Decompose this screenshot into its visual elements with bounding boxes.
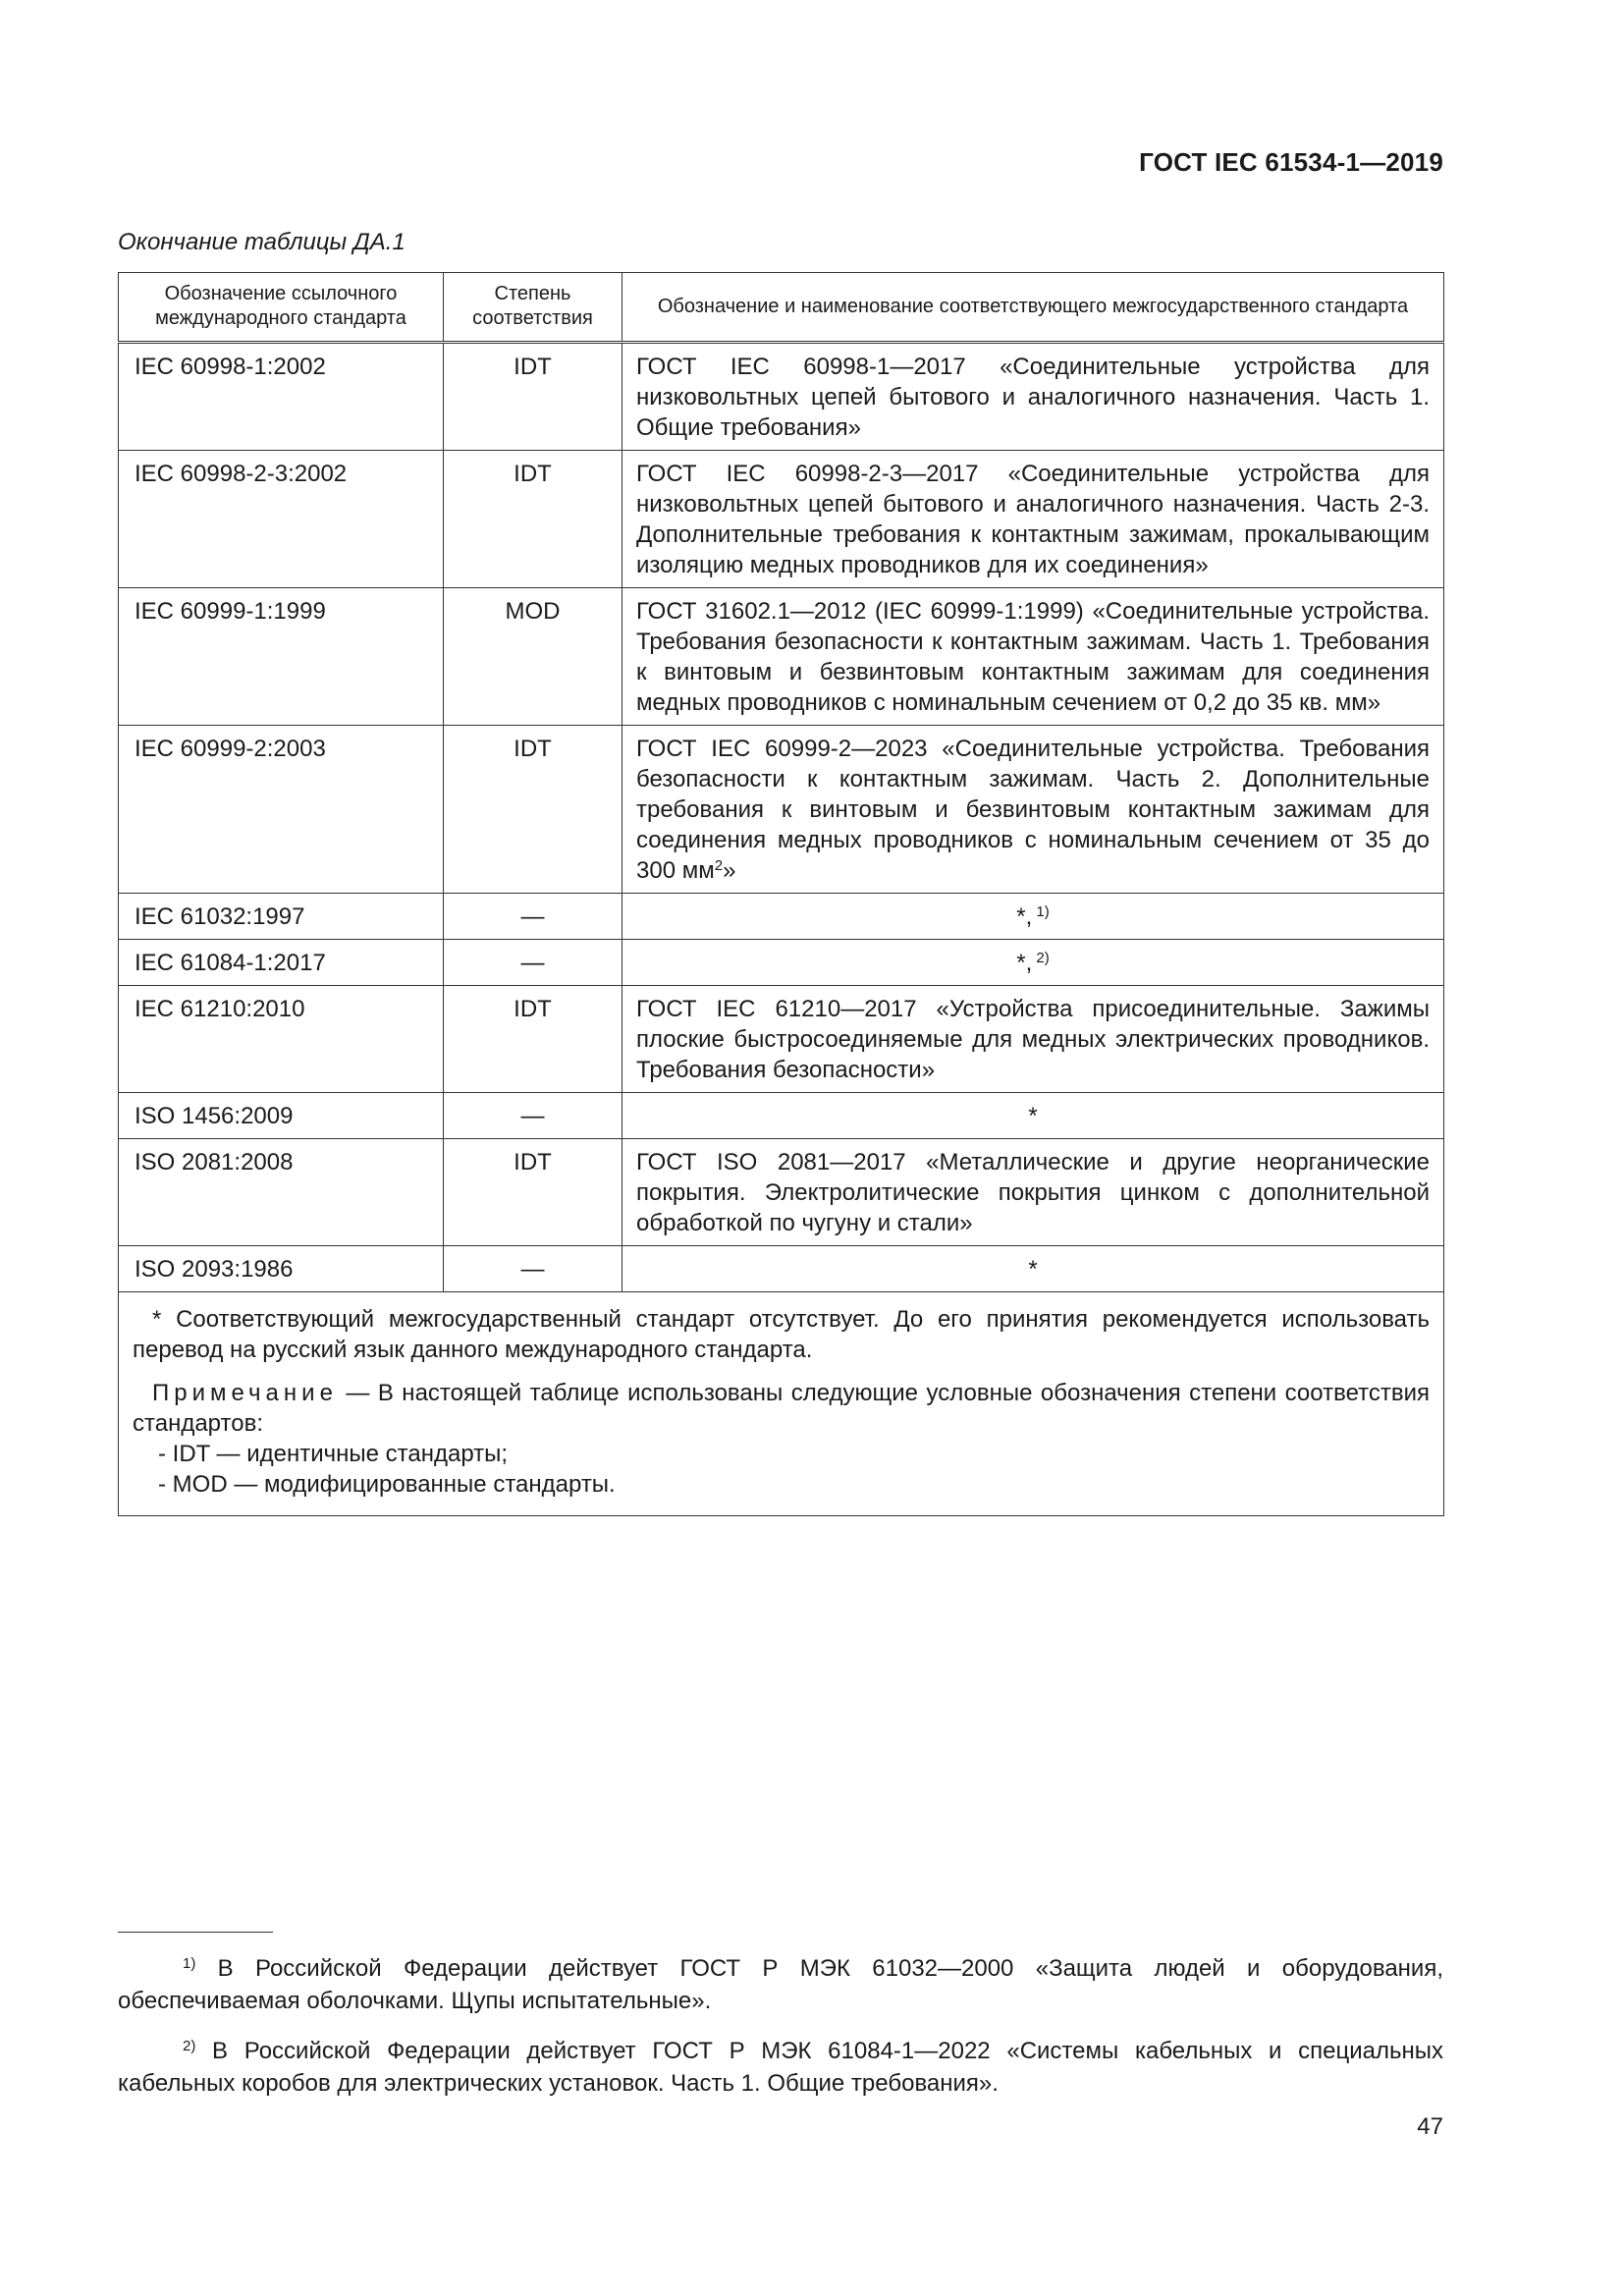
star-note: * Соответствующий межгосударственный стандарт отсутствует. До его принятия рекомендуется использовать перевод на русский язык данного международного стандарта. xyxy=(133,1306,1430,1363)
conformity-degree: MOD xyxy=(444,588,622,726)
conformity-degree: IDT xyxy=(444,726,622,894)
table-header-row xyxy=(119,273,1444,343)
standard-name-tail: » xyxy=(723,857,736,884)
standard-name-text: ГОСТ IEC 61210—2017 «Устройства присоединительные. Зажимы плоские быстросоединяемые для медных электрических проводников. Требования безопасности» xyxy=(636,996,1430,1083)
conformity-degree: IDT xyxy=(444,343,622,451)
footnote-1-mark: 1) xyxy=(183,1955,196,1972)
standard-name-text: *, xyxy=(1016,950,1033,976)
interstate-standard-name xyxy=(622,451,1444,588)
table-row xyxy=(119,894,1444,940)
standard-name-text: ГОСТ ISO 2081—2017 «Металлические и другие неорганические покрытия. Электролитические покрытия цинком с дополнительной обработкой по чугуну и стали» xyxy=(636,1149,1430,1236)
table-row xyxy=(119,1246,1444,1292)
standard-name-text: * xyxy=(1028,1256,1038,1283)
table-notes xyxy=(119,1292,1444,1516)
conformity-degree: — xyxy=(444,1093,622,1139)
footnote-2 xyxy=(118,2035,1443,2100)
conformity-degree: IDT xyxy=(444,1139,622,1246)
standard-name-text: ГОСТ IEC 60998-1—2017 «Соединительные устройства для низковольтных цепей бытового и аналогичного назначения. Часть 1. Общие требования» xyxy=(636,354,1430,441)
table-notes-row xyxy=(119,1292,1444,1516)
table-row xyxy=(119,940,1444,986)
international-standard-code: ISO 1456:2009 xyxy=(119,1093,444,1139)
international-standard-code: ISO 2081:2008 xyxy=(119,1139,444,1246)
international-standard-code: IEC 60998-2-3:2002 xyxy=(119,451,444,588)
interstate-standard-name xyxy=(622,1139,1444,1246)
international-standard-code: IEC 60998-1:2002 xyxy=(119,343,444,451)
table-row xyxy=(119,588,1444,726)
interstate-standard-name xyxy=(622,940,1444,986)
standard-name-text: ГОСТ 31602.1—2012 (IEC 60999-1:1999) «Соединительные устройства. Требования безопасности к контактным зажимам. Часть 1. Требования к винтовым и безвинтовым контактным зажимам для соединения медных проводников с номинальным сечением от 0,2 до 35 кв. мм» xyxy=(636,598,1430,716)
footnote-1 xyxy=(118,1952,1443,2017)
conformity-degree: — xyxy=(444,1246,622,1292)
conformity-degree: — xyxy=(444,940,622,986)
table-row xyxy=(119,726,1444,894)
interstate-standard-name xyxy=(622,1246,1444,1292)
column-header-international-standard: Обозначение ссылочного международного стандарта xyxy=(119,273,444,343)
standard-name-text: * xyxy=(1028,1103,1038,1129)
interstate-standard-name xyxy=(622,588,1444,726)
conformity-degree: IDT xyxy=(444,451,622,588)
interstate-standard-name xyxy=(622,726,1444,894)
interstate-standard-name xyxy=(622,986,1444,1093)
standard-name-text: ГОСТ IEC 60999-2—2023 «Соединительные устройства. Требования безопасности к контактным зажимам. Часть 2. Дополнительные требования к винтовым и безвинтовым контактным зажимам для соединения медных проводников с номинальным сечением от 35 до 300 мм xyxy=(636,736,1430,884)
note-label: Примечание xyxy=(152,1380,338,1406)
table-caption: Окончание таблицы ДА.1 xyxy=(118,229,406,255)
column-header-interstate-standard: Обозначение и наименование соответствующего межгосударственного стандарта xyxy=(622,273,1444,343)
conformity-degree: IDT xyxy=(444,986,622,1093)
interstate-standard-name xyxy=(622,894,1444,940)
footnote-2-mark: 2) xyxy=(183,2038,196,2054)
interstate-standard-name xyxy=(622,343,1444,451)
reference-standards-table xyxy=(118,272,1444,1516)
superscript-mark: 2 xyxy=(714,857,724,874)
table-row xyxy=(119,451,1444,588)
page-number: 47 xyxy=(1417,2113,1443,2140)
international-standard-code: IEC 60999-1:1999 xyxy=(119,588,444,726)
interstate-standard-name xyxy=(622,1093,1444,1139)
international-standard-code: IEC 61084-1:2017 xyxy=(119,940,444,986)
table-row xyxy=(119,1093,1444,1139)
column-header-degree: Степень соответствия xyxy=(444,273,622,343)
document-code: ГОСТ IEC 61534-1—2019 xyxy=(1139,147,1443,177)
standard-name-text: ГОСТ IEC 60998-2-3—2017 «Соединительные устройства для низковольтных цепей бытового и аналогичного назначения. Часть 2-3. Дополнительные требования к контактным зажимам, прокалывающим изоляцию медных проводников для их соединения» xyxy=(636,461,1430,578)
superscript-mark: 1) xyxy=(1032,903,1050,920)
conformity-degree: — xyxy=(444,894,622,940)
table-row xyxy=(119,1139,1444,1246)
standard-name-text: *, xyxy=(1016,903,1033,930)
note-item-mod: - MOD — модифицированные стандарты. xyxy=(158,1471,616,1498)
table-row xyxy=(119,343,1444,451)
international-standard-code: IEC 60999-2:2003 xyxy=(119,726,444,894)
table-row xyxy=(119,986,1444,1093)
note-paragraph xyxy=(133,1378,1430,1439)
footnote-2-text: В Российской Федерации действует ГОСТ Р МЭК 61084-1—2022 «Системы кабельных и специальных кабельных коробов для электрических установок. Часть 1. Общие требования». xyxy=(118,2038,1443,2097)
international-standard-code: IEC 61032:1997 xyxy=(119,894,444,940)
international-standard-code: IEC 61210:2010 xyxy=(119,986,444,1093)
footnote-separator xyxy=(118,1932,273,1933)
footnote-1-text: В Российской Федерации действует ГОСТ Р МЭК 61032—2000 «Защита людей и оборудования, обеспечиваемая оболочками. Щупы испытательные». xyxy=(118,1955,1443,2014)
superscript-mark: 2) xyxy=(1032,950,1050,966)
note-text: — В настоящей таблице использованы следующие условные обозначения степени соответствия стандартов: xyxy=(133,1380,1430,1437)
international-standard-code: ISO 2093:1986 xyxy=(119,1246,444,1292)
note-item-idt: - IDT — идентичные стандарты; xyxy=(158,1441,509,1467)
